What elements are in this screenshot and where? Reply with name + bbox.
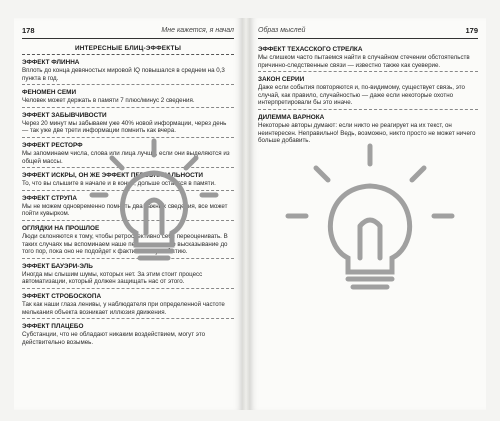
entry-definition: Иногда мы слышим шумы, которых нет. За этим стоит процесс автоматизации, который должен защищать нас от этого. xyxy=(22,271,234,289)
left-running-head: Мне кажется, я начал xyxy=(161,27,234,34)
entry-definition: Вплоть до конца девяностых мировой IQ повышался в среднем на 0,3 пункта в год. xyxy=(22,67,234,85)
entry-term: ЭФФЕКТ СТРОБОСКОПА xyxy=(22,292,102,300)
entry-definition: Даже если события повторяются и, по-видимому, существует связь, это случай, как правило, случайностью — даже если некоторые охотно интерпретировали бы это иначе. xyxy=(258,84,478,110)
entry-term: ЭФФЕКТ ТЕХАССКОГО СТРЕЛКА xyxy=(258,46,363,53)
entry xyxy=(22,172,234,191)
right-page-header xyxy=(258,24,478,39)
entry-term: ЭФФЕКТ СТРУПА xyxy=(22,194,78,202)
entry-term: ФЕНОМЕН СЕМИ xyxy=(22,89,77,97)
right-running-head: Образ мыслей xyxy=(258,27,306,34)
entry xyxy=(22,89,234,108)
left-entries-list xyxy=(22,59,234,348)
entry-definition: Человек может держать в памяти 7 плюс/минус 2 сведения. xyxy=(22,97,234,108)
entry xyxy=(22,195,234,221)
left-page-content xyxy=(22,42,234,404)
entry-term: ОГЛЯДКИ НА ПРОШЛОЕ xyxy=(22,224,100,232)
entry-term: ЭФФЕКТ ИСКРЫ, ОН ЖЕ ЭФФЕКТ ПЕРВОНАЧАЛЬНОСТИ xyxy=(22,172,204,180)
section-title: ИНТЕРЕСНЫЕ БЛИЦ-ЭФФЕКТЫ xyxy=(22,42,234,55)
right-page-content xyxy=(258,42,478,404)
entry-definition: Мы слишком часто пытаемся найти в случайном стечении обстоятельств причинно-следственные связи — известно также как суеверие. xyxy=(258,54,478,72)
right-page xyxy=(250,18,486,410)
left-page-header xyxy=(22,24,234,39)
right-entries-list xyxy=(258,46,478,147)
entry-term: ЭФФЕКТ БАУЭРИ-ЭЛЬ xyxy=(22,262,93,270)
entry xyxy=(22,142,234,168)
entry xyxy=(22,293,234,319)
entry-term: ЭФФЕКТ ПЛАЦЕБО xyxy=(22,323,84,331)
entry-definition: Так как наши глаза ленивы, у наблюдателя при определенной частоте мелькания объекта возникает иллюзия движения. xyxy=(22,301,234,319)
entry-term: ЗАКОН СЕРИИ xyxy=(258,76,305,84)
entry xyxy=(22,263,234,289)
entry-definition: Через 20 минут мы забываем уже 40% новой информации, через день — так уже две трети информации помнить как вчера. xyxy=(22,120,234,138)
entry-definition: Люди склоняются к тому, чтобы ретроспективно себя переоценивать. В таких случаях мы вспоминаем наше первоначальное высказывание до того пор, пока оно не подойдет к фактическому событию. xyxy=(22,233,234,259)
entry xyxy=(22,59,234,85)
entry-term: ЭФФЕКТ ФЛИННА xyxy=(22,59,80,66)
entry xyxy=(258,46,478,72)
entry xyxy=(22,225,234,259)
entry-term: ДИЛЕММА ВАРНОКА xyxy=(258,113,325,121)
right-page-number: 179 xyxy=(465,26,478,35)
entry-definition: Субстанции, что не обладают никаким воздействием, могут это действительно возымеь. xyxy=(22,331,206,346)
left-page-number: 178 xyxy=(22,26,35,35)
entry-definition: Некоторые авторы думают: если никто не реагирует на их текст, он неинтересен. Неправильно! Ведь, возможно, никто просто не может ничего больше добавить. xyxy=(258,121,476,145)
entry-definition: Мы не можем одновременно помнить два важных сведения, все может пойти кувырком. xyxy=(22,203,234,221)
entry-term: ЭФФЕКТ ЗАБЫВЧИВОСТИ xyxy=(22,111,107,119)
left-page xyxy=(14,18,242,410)
entry-definition: То, что вы слышите в начале и в конце, дольше остается в памяти. xyxy=(22,180,234,191)
book-gutter xyxy=(242,18,250,410)
entry-term: ЭФФЕКТ РЕСТОРФ xyxy=(22,141,83,149)
entry xyxy=(258,76,478,110)
entry-definition: Мы запоминаем числа, слова или лица лучше, если они выделяются из общей массы. xyxy=(22,150,234,168)
entry xyxy=(258,114,478,147)
entry xyxy=(22,112,234,138)
entry xyxy=(22,323,234,348)
